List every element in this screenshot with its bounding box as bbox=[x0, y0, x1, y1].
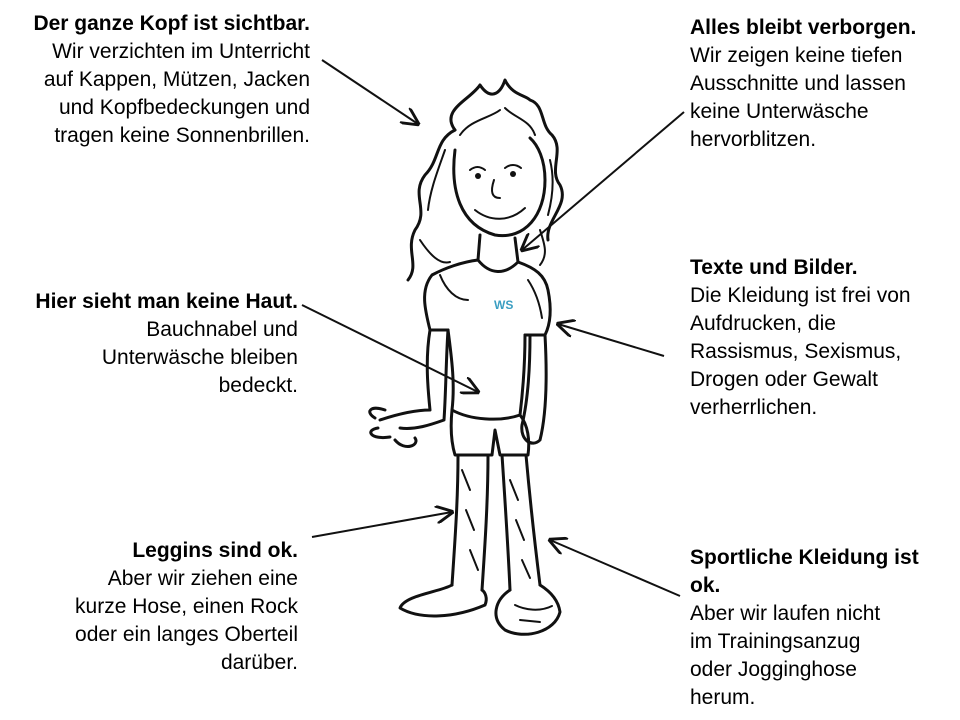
note-leggings bbox=[40, 537, 298, 677]
note-title: Hier sieht man keine Haut. bbox=[35, 290, 298, 313]
arrow-head bbox=[322, 60, 418, 124]
arms-drawing bbox=[370, 330, 546, 446]
note-title: Sportliche Kleidung ist ok. bbox=[690, 546, 919, 597]
note-title: Alles bleibt verborgen. bbox=[690, 16, 917, 39]
note-body: Bauchnabel und Unterwäsche bleiben bedeckt. bbox=[101, 318, 298, 397]
note-body: Aber wir ziehen eine kurze Hose, einen Rock oder ein langes Oberteil darüber. bbox=[75, 567, 298, 674]
shirt-logo: WS bbox=[494, 298, 514, 312]
face-drawing bbox=[454, 138, 545, 236]
note-body: Aber wir laufen nicht im Trainingsanzug oder Jogginghose herum. bbox=[690, 602, 881, 709]
note-body: Wir verzichten im Unterricht auf Kappen, Mützen, Jacken und Kopfbedeckungen und tragen keine Sonnenbrillen. bbox=[43, 40, 310, 147]
note-sportswear bbox=[690, 544, 950, 712]
note-hidden bbox=[690, 14, 955, 154]
note-title: Der ganze Kopf ist sichtbar. bbox=[33, 12, 310, 35]
arrow-sport bbox=[550, 540, 680, 596]
hair-drawing bbox=[408, 80, 562, 280]
note-title: Texte und Bilder. bbox=[690, 256, 858, 279]
note-body: Wir zeigen keine tiefen Ausschnitte und lassen keine Unterwäsche hervorblitzen. bbox=[690, 44, 906, 151]
note-texts-images bbox=[690, 254, 950, 422]
note-no-skin bbox=[30, 288, 298, 400]
arrow-print bbox=[558, 324, 664, 356]
note-head-visible bbox=[10, 10, 310, 150]
note-body: Die Kleidung ist frei von Aufdrucken, die Rassismus, Sexismus, Drogen oder Gewalt verherrlichen. bbox=[690, 284, 911, 419]
note-title: Leggins sind ok. bbox=[132, 539, 298, 562]
arrow-leggings bbox=[312, 512, 452, 537]
